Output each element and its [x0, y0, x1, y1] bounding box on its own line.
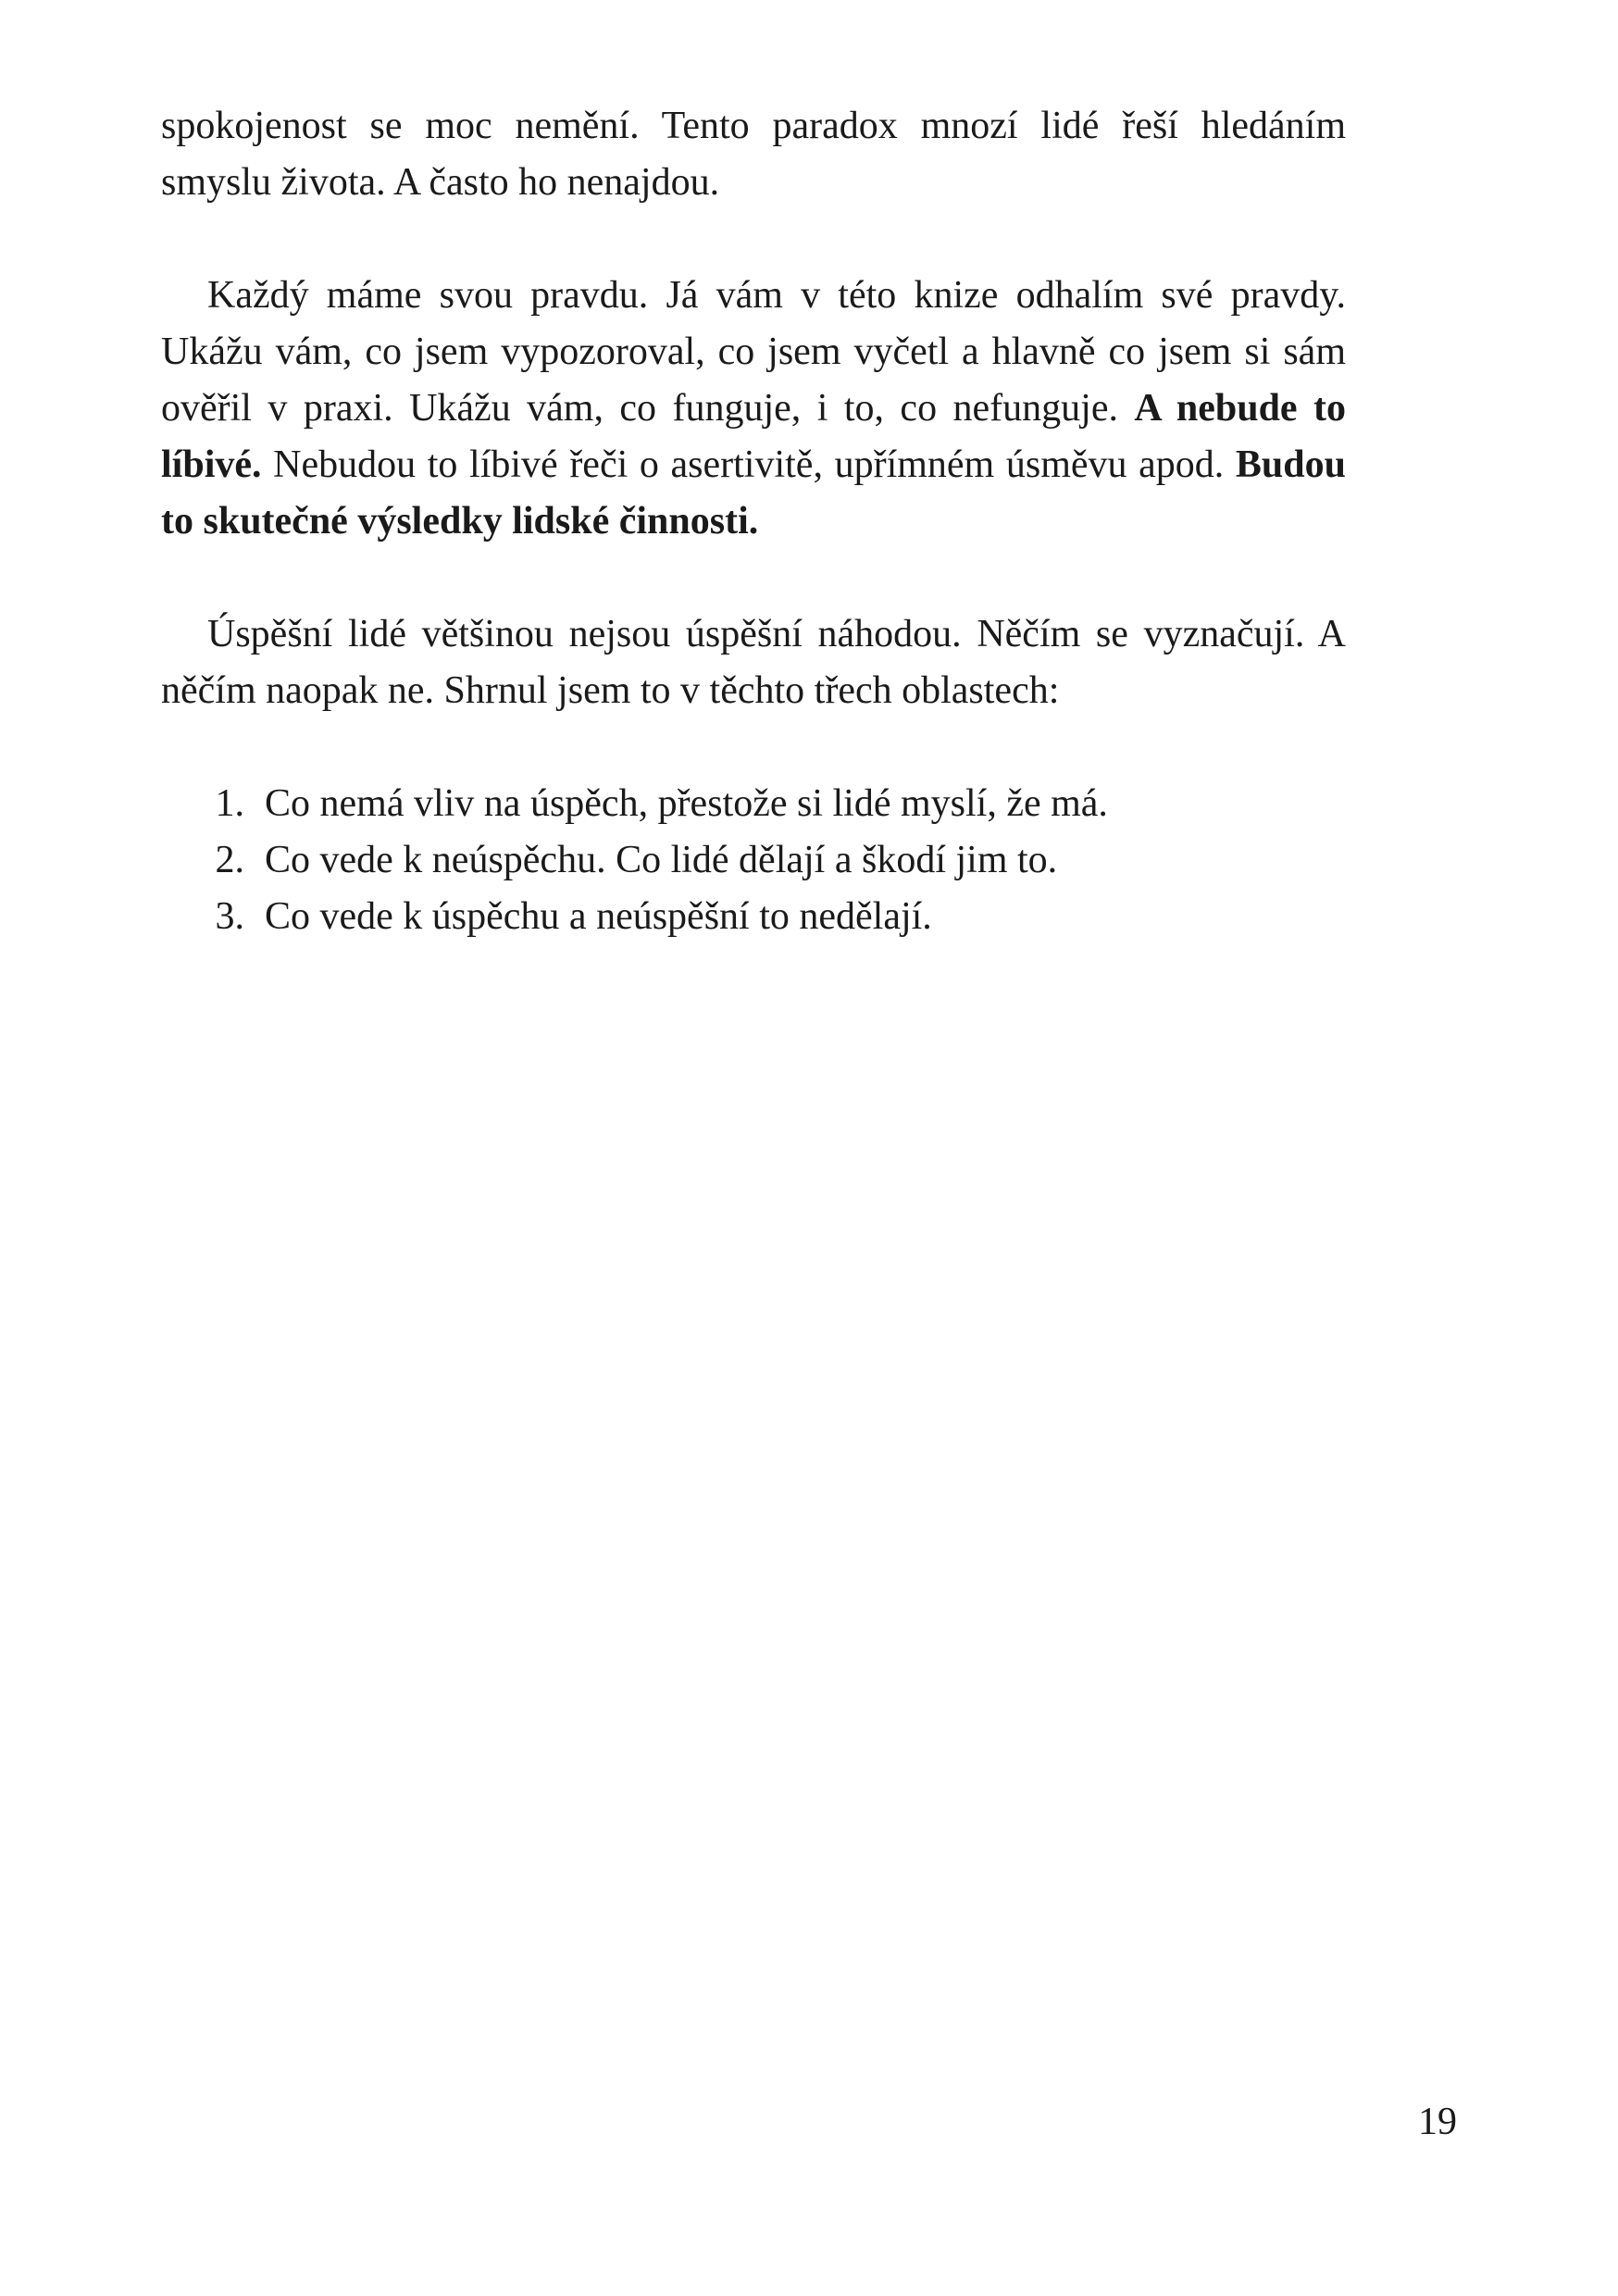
list-item [161, 832, 1346, 889]
list-item-text: Co vede k neúspěchu. Co lidé dělají a škodí jim to. [265, 839, 1058, 881]
paragraph-1-text: spokojenost se moc nemění. Tento paradox mnozí lidé řeší hledáním smyslu života. A často ho nenajdou. [161, 105, 1346, 204]
paragraph-1 [161, 98, 1346, 211]
paragraph-2-bold-a: A nebude to líbivé. [161, 387, 1347, 486]
list-item [161, 776, 1346, 832]
paragraph-2-bold-b: Budou to skutečné výsledky lidské činnosti. [161, 443, 1346, 543]
page-number: 19 [1418, 2101, 1457, 2143]
paragraph-3 [161, 606, 1346, 719]
paragraph-2-text-a: Každý máme svou pravdu. Já vám v této knize odhalím své pravdy. Ukážu vám, co jsem vypozoroval, co jsem vyčetl a hlavně co jsem si sám ověřil v praxi. Ukážu vám, co funguje, i to, co nefunguje. [161, 274, 1346, 430]
paragraph-2-text-b: Nebudou to líbivé řeči o asertivitě, upřímném úsměvu apod. [261, 443, 1236, 486]
list-item-number: 1. [215, 782, 244, 825]
list-item-text: Co nemá vliv na úspěch, přestože si lidé myslí, že má. [265, 782, 1108, 825]
page-body [161, 98, 1346, 945]
paragraph-3-text: Úspěšní lidé většinou nejsou úspěšní náhodou. Něčím se vyznačují. A něčím naopak ne. Shrnul jsem to v těchto třech oblastech: [161, 613, 1346, 712]
paragraph-2 [161, 268, 1346, 550]
list-item-number: 3. [215, 895, 244, 938]
list-item-number: 2. [215, 839, 244, 881]
list-item-text: Co vede k úspěchu a neúspěšní to nedělají. [265, 895, 932, 938]
list-item [161, 889, 1346, 945]
numbered-list [161, 776, 1346, 945]
